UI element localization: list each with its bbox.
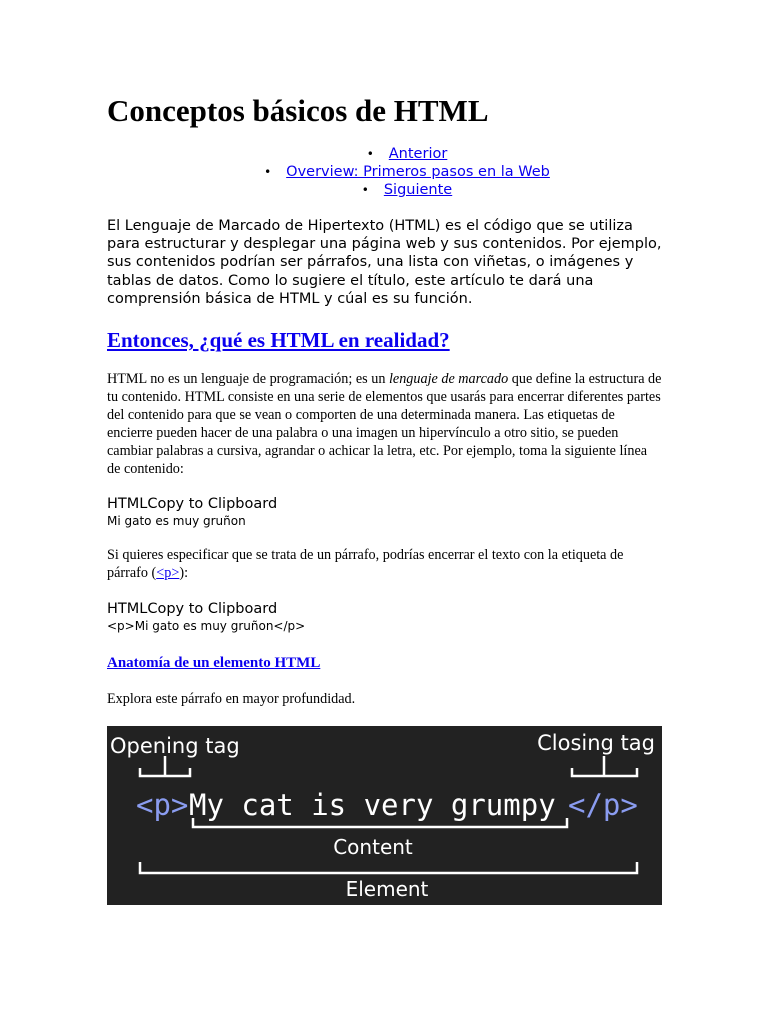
next-link[interactable]: Siguiente [383,182,453,198]
open-tag-code: <p> [136,788,189,822]
code-block-header[interactable]: HTMLCopy to Clipboard [107,496,278,512]
code-line: <p>Mi gato es muy gruñon</p> [107,619,306,633]
opening-tag-label: Opening tag [110,734,240,758]
paragraph-text-start: Si quieres especificar que se trata de un párrafo, podrías encerrar el texto con la etiqueta de párrafo ( [107,547,624,581]
nav-item-overview [107,163,707,181]
paragraph-text-end: que define la estructura de tu contenido. HTML consiste en una serie de elementos que usarás para encerrar diferentes partes del contenido para que se vean o comporten de una determinada manera. Las etiquetas de encierre pueden hacer de una palabra o una imagen un hipervínculo a otro sitio, se pueden cambiar palabras a cursiva, agrandar o achicar la letra, etc. Por ejemplo, toma la siguiente línea de contenido: [107,371,662,477]
section-heading-what-is-html [107,326,450,354]
code-block-header[interactable]: HTMLCopy to Clipboard [107,601,278,617]
paragraph-tag-paragraph [107,547,662,583]
paragraph-text-end: ): [179,564,189,581]
p-tag-link[interactable]: <p> [156,564,180,581]
element-bracket [140,862,637,873]
element-anatomy-diagram [107,726,662,905]
nav-item-previous [107,145,707,163]
page-title: Conceptos básicos de HTML [107,93,489,128]
page-navigation [107,145,707,199]
closing-tag-bracket [572,756,637,776]
content-label: Content [333,835,413,859]
overview-link[interactable]: Overview: Primeros pasos en la Web [286,164,550,180]
anatomy-paragraph: Explora este párrafo en mayor profundidad. [107,691,356,707]
paragraph-text-start: HTML no es un lenguaje de programación; es un [107,371,389,387]
section-heading-anatomy [107,653,320,673]
nav-item-next [107,181,707,199]
content-code: My cat is very grumpy [189,788,556,822]
close-tag-code: </p> [568,788,638,822]
emphasis-markup-language: lenguaje de marcado [388,371,509,387]
opening-tag-bracket [140,756,190,776]
previous-link[interactable]: Anterior [388,146,448,162]
code-line: Mi gato es muy gruñon [107,514,246,528]
intro-paragraph: El Lenguaje de Marcado de Hipertexto (HTML) es el código que se utiliza para estructurar y desplegar una página web y sus contenidos. Por ejemplo, sus contenidos podrían ser párrafos, una lista con viñetas, o imágenes y tablas de datos. Como lo sugiere el título, este artículo te dará una comprensión básica de HTML y cúal es su función. [107,218,662,307]
closing-tag-label: Closing tag [537,731,655,755]
html-explanation-paragraph [107,371,662,478]
element-label: Element [345,877,429,901]
anatomy-heading-link[interactable]: Anatomía de un elemento HTML [107,655,321,671]
anatomy-svg [107,726,662,905]
section-heading-link[interactable]: Entonces, ¿qué es HTML en realidad? [107,328,450,352]
